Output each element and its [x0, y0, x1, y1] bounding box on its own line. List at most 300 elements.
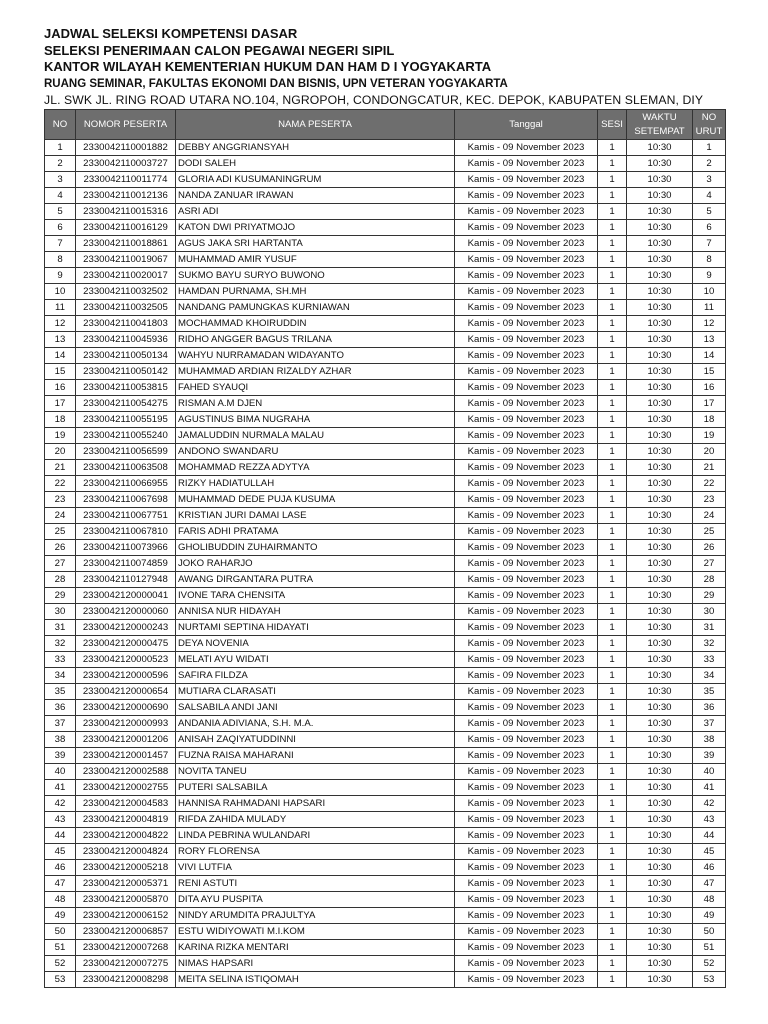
cell-no: 14	[45, 348, 76, 364]
cell-no: 50	[45, 924, 76, 940]
cell-no: 25	[45, 524, 76, 540]
cell-sesi: 1	[598, 508, 627, 524]
table-row	[45, 332, 726, 348]
cell-no: 45	[45, 844, 76, 860]
cell-no: 21	[45, 460, 76, 476]
cell-tanggal: Kamis - 09 November 2023	[455, 764, 598, 780]
cell-nomor-peserta: 2330042110067751	[76, 508, 176, 524]
cell-nomor-peserta: 2330042110041803	[76, 316, 176, 332]
cell-no-urut: 35	[693, 684, 726, 700]
cell-waktu: 10:30	[627, 284, 693, 300]
cell-nama-peserta: RISMAN A.M DJEN	[176, 396, 455, 412]
table-row	[45, 780, 726, 796]
cell-no: 41	[45, 780, 76, 796]
cell-no-urut: 46	[693, 860, 726, 876]
cell-no-urut: 12	[693, 316, 726, 332]
cell-tanggal: Kamis - 09 November 2023	[455, 236, 598, 252]
cell-no: 19	[45, 428, 76, 444]
cell-waktu: 10:30	[627, 220, 693, 236]
cell-waktu: 10:30	[627, 316, 693, 332]
cell-tanggal: Kamis - 09 November 2023	[455, 252, 598, 268]
cell-nama-peserta: SUKMO BAYU SURYO BUWONO	[176, 268, 455, 284]
cell-no-urut: 28	[693, 572, 726, 588]
cell-tanggal: Kamis - 09 November 2023	[455, 220, 598, 236]
cell-no-urut: 30	[693, 604, 726, 620]
cell-tanggal: Kamis - 09 November 2023	[455, 332, 598, 348]
cell-no: 47	[45, 876, 76, 892]
cell-waktu: 10:30	[627, 348, 693, 364]
cell-no-urut: 42	[693, 796, 726, 812]
cell-tanggal: Kamis - 09 November 2023	[455, 172, 598, 188]
cell-tanggal: Kamis - 09 November 2023	[455, 524, 598, 540]
cell-tanggal: Kamis - 09 November 2023	[455, 300, 598, 316]
cell-nama-peserta: HAMDAN PURNAMA, SH.MH	[176, 284, 455, 300]
cell-nomor-peserta: 2330042120000523	[76, 652, 176, 668]
table-row	[45, 716, 726, 732]
cell-nama-peserta: PUTERI SALSABILA	[176, 780, 455, 796]
cell-nama-peserta: MEITA SELINA ISTIQOMAH	[176, 972, 455, 988]
cell-waktu: 10:30	[627, 300, 693, 316]
cell-no: 35	[45, 684, 76, 700]
cell-tanggal: Kamis - 09 November 2023	[455, 620, 598, 636]
cell-waktu: 10:30	[627, 876, 693, 892]
cell-waktu: 10:30	[627, 636, 693, 652]
table-row	[45, 572, 726, 588]
cell-waktu: 10:30	[627, 908, 693, 924]
cell-tanggal: Kamis - 09 November 2023	[455, 476, 598, 492]
cell-no: 37	[45, 716, 76, 732]
cell-sesi: 1	[598, 348, 627, 364]
table-row	[45, 604, 726, 620]
cell-no: 38	[45, 732, 76, 748]
table-row	[45, 236, 726, 252]
cell-sesi: 1	[598, 396, 627, 412]
cell-no: 20	[45, 444, 76, 460]
cell-waktu: 10:30	[627, 780, 693, 796]
cell-sesi: 1	[598, 380, 627, 396]
cell-sesi: 1	[598, 204, 627, 220]
cell-nama-peserta: IVONE TARA CHENSITA	[176, 588, 455, 604]
cell-nomor-peserta: 2330042120000596	[76, 668, 176, 684]
cell-waktu: 10:30	[627, 492, 693, 508]
cell-no-urut: 20	[693, 444, 726, 460]
table-row	[45, 732, 726, 748]
cell-tanggal: Kamis - 09 November 2023	[455, 540, 598, 556]
cell-nomor-peserta: 2330042120004822	[76, 828, 176, 844]
table-row	[45, 748, 726, 764]
cell-no: 17	[45, 396, 76, 412]
cell-waktu: 10:30	[627, 476, 693, 492]
cell-tanggal: Kamis - 09 November 2023	[455, 188, 598, 204]
cell-nomor-peserta: 2330042120005870	[76, 892, 176, 908]
cell-waktu: 10:30	[627, 540, 693, 556]
cell-sesi: 1	[598, 140, 627, 156]
cell-no: 8	[45, 252, 76, 268]
cell-tanggal: Kamis - 09 November 2023	[455, 284, 598, 300]
cell-no: 53	[45, 972, 76, 988]
cell-no-urut: 27	[693, 556, 726, 572]
cell-sesi: 1	[598, 668, 627, 684]
cell-no: 12	[45, 316, 76, 332]
cell-sesi: 1	[598, 284, 627, 300]
cell-no-urut: 1	[693, 140, 726, 156]
cell-tanggal: Kamis - 09 November 2023	[455, 892, 598, 908]
cell-nomor-peserta: 2330042110056599	[76, 444, 176, 460]
cell-sesi: 1	[598, 732, 627, 748]
cell-no-urut: 49	[693, 908, 726, 924]
cell-nama-peserta: KRISTIAN JURI DAMAI LASE	[176, 508, 455, 524]
cell-nama-peserta: NOVITA TANEU	[176, 764, 455, 780]
cell-no-urut: 52	[693, 956, 726, 972]
cell-waktu: 10:30	[627, 396, 693, 412]
cell-nama-peserta: SALSABILA ANDI JANI	[176, 700, 455, 716]
table-row	[45, 316, 726, 332]
cell-nomor-peserta: 2330042110012136	[76, 188, 176, 204]
cell-nama-peserta: ASRI ADI	[176, 204, 455, 220]
cell-sesi: 1	[598, 972, 627, 988]
cell-nomor-peserta: 2330042120006152	[76, 908, 176, 924]
cell-nama-peserta: WAHYU NURRAMADAN WIDAYANTO	[176, 348, 455, 364]
table-row	[45, 300, 726, 316]
table-header-row	[45, 110, 726, 140]
cell-waktu: 10:30	[627, 652, 693, 668]
cell-sesi: 1	[598, 956, 627, 972]
cell-no: 28	[45, 572, 76, 588]
cell-no-urut: 36	[693, 700, 726, 716]
cell-no: 34	[45, 668, 76, 684]
cell-sesi: 1	[598, 892, 627, 908]
cell-tanggal: Kamis - 09 November 2023	[455, 588, 598, 604]
cell-nama-peserta: AWANG DIRGANTARA PUTRA	[176, 572, 455, 588]
table-row	[45, 876, 726, 892]
cell-tanggal: Kamis - 09 November 2023	[455, 796, 598, 812]
cell-nomor-peserta: 2330042120007268	[76, 940, 176, 956]
cell-tanggal: Kamis - 09 November 2023	[455, 140, 598, 156]
cell-no-urut: 22	[693, 476, 726, 492]
cell-sesi: 1	[598, 620, 627, 636]
cell-tanggal: Kamis - 09 November 2023	[455, 268, 598, 284]
cell-sesi: 1	[598, 252, 627, 268]
table-row	[45, 156, 726, 172]
cell-tanggal: Kamis - 09 November 2023	[455, 700, 598, 716]
cell-tanggal: Kamis - 09 November 2023	[455, 876, 598, 892]
cell-no-urut: 29	[693, 588, 726, 604]
cell-waktu: 10:30	[627, 860, 693, 876]
cell-no-urut: 24	[693, 508, 726, 524]
cell-sesi: 1	[598, 908, 627, 924]
table-row	[45, 764, 726, 780]
cell-no: 13	[45, 332, 76, 348]
cell-no: 6	[45, 220, 76, 236]
cell-no-urut: 33	[693, 652, 726, 668]
cell-nomor-peserta: 2330042110011774	[76, 172, 176, 188]
cell-nama-peserta: AGUSTINUS BIMA NUGRAHA	[176, 412, 455, 428]
cell-tanggal: Kamis - 09 November 2023	[455, 508, 598, 524]
cell-no: 24	[45, 508, 76, 524]
cell-nomor-peserta: 2330042120008298	[76, 972, 176, 988]
cell-nomor-peserta: 2330042120005371	[76, 876, 176, 892]
cell-nama-peserta: RIZKY HADIATULLAH	[176, 476, 455, 492]
cell-no-urut: 19	[693, 428, 726, 444]
cell-no-urut: 16	[693, 380, 726, 396]
cell-waktu: 10:30	[627, 428, 693, 444]
cell-waktu: 10:30	[627, 732, 693, 748]
cell-sesi: 1	[598, 588, 627, 604]
cell-waktu: 10:30	[627, 844, 693, 860]
cell-waktu: 10:30	[627, 764, 693, 780]
cell-nama-peserta: MUHAMMAD ARDIAN RIZALDY AZHAR	[176, 364, 455, 380]
col-header-no: NO	[45, 110, 76, 140]
cell-sesi: 1	[598, 156, 627, 172]
cell-waktu: 10:30	[627, 668, 693, 684]
cell-nomor-peserta: 2330042110019067	[76, 252, 176, 268]
table-row	[45, 396, 726, 412]
participant-table	[44, 109, 726, 988]
cell-nomor-peserta: 2330042120004824	[76, 844, 176, 860]
cell-nomor-peserta: 2330042120001457	[76, 748, 176, 764]
cell-nama-peserta: AGUS JAKA SRI HARTANTA	[176, 236, 455, 252]
cell-no: 42	[45, 796, 76, 812]
cell-nama-peserta: LINDA PEBRINA WULANDARI	[176, 828, 455, 844]
cell-tanggal: Kamis - 09 November 2023	[455, 908, 598, 924]
table-row	[45, 908, 726, 924]
cell-tanggal: Kamis - 09 November 2023	[455, 204, 598, 220]
cell-waktu: 10:30	[627, 700, 693, 716]
cell-no: 5	[45, 204, 76, 220]
cell-nomor-peserta: 2330042110018861	[76, 236, 176, 252]
table-row	[45, 540, 726, 556]
cell-nomor-peserta: 2330042110003727	[76, 156, 176, 172]
cell-nomor-peserta: 2330042110074859	[76, 556, 176, 572]
address-line: JL. SWK JL. RING ROAD UTARA NO.104, NGROPOH, CONDONGCATUR, KEC. DEPOK, KABUPATEN SLEMAN, DIY	[44, 92, 704, 107]
cell-waktu: 10:30	[627, 812, 693, 828]
cell-waktu: 10:30	[627, 268, 693, 284]
cell-nomor-peserta: 2330042110127948	[76, 572, 176, 588]
cell-sesi: 1	[598, 940, 627, 956]
cell-nama-peserta: SAFIRA FILDZA	[176, 668, 455, 684]
table-row	[45, 428, 726, 444]
cell-no-urut: 17	[693, 396, 726, 412]
cell-waktu: 10:30	[627, 796, 693, 812]
table-row	[45, 956, 726, 972]
cell-nomor-peserta: 2330042110032502	[76, 284, 176, 300]
cell-nama-peserta: RIDHO ANGGER BAGUS TRILANA	[176, 332, 455, 348]
cell-no: 31	[45, 620, 76, 636]
cell-tanggal: Kamis - 09 November 2023	[455, 716, 598, 732]
cell-tanggal: Kamis - 09 November 2023	[455, 444, 598, 460]
venue-line: RUANG SEMINAR, FAKULTAS EKONOMI DAN BISNIS, UPN VETERAN YOGYAKARTA	[44, 77, 508, 90]
cell-no-urut: 32	[693, 636, 726, 652]
cell-no: 3	[45, 172, 76, 188]
cell-sesi: 1	[598, 828, 627, 844]
cell-no-urut: 41	[693, 780, 726, 796]
table-row	[45, 476, 726, 492]
cell-no: 33	[45, 652, 76, 668]
cell-no: 36	[45, 700, 76, 716]
cell-sesi: 1	[598, 812, 627, 828]
cell-nomor-peserta: 2330042110001882	[76, 140, 176, 156]
cell-no-urut: 11	[693, 300, 726, 316]
table-row	[45, 556, 726, 572]
cell-nomor-peserta: 2330042110032505	[76, 300, 176, 316]
cell-sesi: 1	[598, 684, 627, 700]
cell-waktu: 10:30	[627, 620, 693, 636]
cell-no-urut: 50	[693, 924, 726, 940]
cell-no-urut: 9	[693, 268, 726, 284]
cell-nomor-peserta: 2330042110053815	[76, 380, 176, 396]
cell-tanggal: Kamis - 09 November 2023	[455, 556, 598, 572]
cell-no: 2	[45, 156, 76, 172]
cell-tanggal: Kamis - 09 November 2023	[455, 748, 598, 764]
table-row	[45, 172, 726, 188]
cell-no-urut: 44	[693, 828, 726, 844]
cell-tanggal: Kamis - 09 November 2023	[455, 956, 598, 972]
cell-no: 32	[45, 636, 76, 652]
cell-nama-peserta: ANDANIA ADIVIANA, S.H. M.A.	[176, 716, 455, 732]
cell-sesi: 1	[598, 188, 627, 204]
cell-waktu: 10:30	[627, 204, 693, 220]
cell-waktu: 10:30	[627, 364, 693, 380]
cell-sesi: 1	[598, 220, 627, 236]
cell-sesi: 1	[598, 780, 627, 796]
cell-no: 48	[45, 892, 76, 908]
cell-no: 49	[45, 908, 76, 924]
col-header-no-urut	[693, 110, 726, 140]
cell-nomor-peserta: 2330042110045936	[76, 332, 176, 348]
cell-tanggal: Kamis - 09 November 2023	[455, 636, 598, 652]
cell-nomor-peserta: 2330042120004819	[76, 812, 176, 828]
cell-sesi: 1	[598, 924, 627, 940]
cell-tanggal: Kamis - 09 November 2023	[455, 668, 598, 684]
cell-nama-peserta: HANNISA RAHMADANI HAPSARI	[176, 796, 455, 812]
cell-sesi: 1	[598, 268, 627, 284]
cell-no-urut: 40	[693, 764, 726, 780]
cell-nomor-peserta: 2330042120000475	[76, 636, 176, 652]
table-row	[45, 252, 726, 268]
cell-no: 46	[45, 860, 76, 876]
cell-nomor-peserta: 2330042120000243	[76, 620, 176, 636]
table-row	[45, 492, 726, 508]
cell-no: 9	[45, 268, 76, 284]
cell-no: 26	[45, 540, 76, 556]
cell-nama-peserta: MUTIARA CLARASATI	[176, 684, 455, 700]
cell-nama-peserta: MUHAMMAD DEDE PUJA KUSUMA	[176, 492, 455, 508]
cell-sesi: 1	[598, 300, 627, 316]
table-row	[45, 700, 726, 716]
cell-no: 23	[45, 492, 76, 508]
cell-tanggal: Kamis - 09 November 2023	[455, 156, 598, 172]
cell-nomor-peserta: 2330042120004583	[76, 796, 176, 812]
cell-nama-peserta: MOCHAMMAD KHOIRUDDIN	[176, 316, 455, 332]
cell-nama-peserta: MELATI AYU WIDATI	[176, 652, 455, 668]
table-row	[45, 620, 726, 636]
cell-no-urut: 37	[693, 716, 726, 732]
cell-no-urut: 7	[693, 236, 726, 252]
cell-nama-peserta: GHOLIBUDDIN ZUHAIRMANTO	[176, 540, 455, 556]
title-line-3: KANTOR WILAYAH KEMENTERIAN HUKUM DAN HAM D I YOGYAKARTA	[44, 59, 492, 74]
document-header	[44, 26, 744, 108]
cell-tanggal: Kamis - 09 November 2023	[455, 828, 598, 844]
table-row	[45, 444, 726, 460]
cell-nama-peserta: DITA AYU PUSPITA	[176, 892, 455, 908]
cell-nama-peserta: DODI SALEH	[176, 156, 455, 172]
table-row	[45, 188, 726, 204]
cell-sesi: 1	[598, 412, 627, 428]
cell-no: 52	[45, 956, 76, 972]
cell-no-urut: 34	[693, 668, 726, 684]
table-row	[45, 348, 726, 364]
table-row	[45, 972, 726, 988]
table-body	[45, 140, 726, 988]
cell-no: 44	[45, 828, 76, 844]
cell-no-urut: 18	[693, 412, 726, 428]
cell-nama-peserta: FARIS ADHI PRATAMA	[176, 524, 455, 540]
cell-nomor-peserta: 2330042110054275	[76, 396, 176, 412]
cell-tanggal: Kamis - 09 November 2023	[455, 940, 598, 956]
cell-waktu: 10:30	[627, 716, 693, 732]
cell-tanggal: Kamis - 09 November 2023	[455, 380, 598, 396]
cell-waktu: 10:30	[627, 380, 693, 396]
cell-nama-peserta: RORY FLORENSA	[176, 844, 455, 860]
cell-tanggal: Kamis - 09 November 2023	[455, 412, 598, 428]
cell-no-urut: 6	[693, 220, 726, 236]
cell-tanggal: Kamis - 09 November 2023	[455, 860, 598, 876]
cell-no-urut: 25	[693, 524, 726, 540]
cell-tanggal: Kamis - 09 November 2023	[455, 348, 598, 364]
cell-nomor-peserta: 2330042110016129	[76, 220, 176, 236]
cell-sesi: 1	[598, 636, 627, 652]
table-row	[45, 380, 726, 396]
cell-nomor-peserta: 2330042120000060	[76, 604, 176, 620]
cell-nama-peserta: RIFDA ZAHIDA MULADY	[176, 812, 455, 828]
cell-tanggal: Kamis - 09 November 2023	[455, 604, 598, 620]
cell-nomor-peserta: 2330042110015316	[76, 204, 176, 220]
cell-waktu: 10:30	[627, 444, 693, 460]
cell-no: 10	[45, 284, 76, 300]
table-row	[45, 220, 726, 236]
cell-tanggal: Kamis - 09 November 2023	[455, 684, 598, 700]
cell-no: 40	[45, 764, 76, 780]
cell-nomor-peserta: 2330042110073966	[76, 540, 176, 556]
cell-sesi: 1	[598, 860, 627, 876]
cell-no-urut: 2	[693, 156, 726, 172]
cell-no: 15	[45, 364, 76, 380]
cell-nomor-peserta: 2330042110066955	[76, 476, 176, 492]
cell-no: 18	[45, 412, 76, 428]
cell-no-urut: 23	[693, 492, 726, 508]
cell-nama-peserta: JOKO RAHARJO	[176, 556, 455, 572]
cell-nama-peserta: NANDA ZANUAR IRAWAN	[176, 188, 455, 204]
cell-tanggal: Kamis - 09 November 2023	[455, 972, 598, 988]
cell-waktu: 10:30	[627, 524, 693, 540]
col-header-sesi: SESI	[598, 110, 627, 140]
col-header-nama-peserta: NAMA PESERTA	[176, 110, 455, 140]
cell-no-urut: 45	[693, 844, 726, 860]
title-line-2: SELEKSI PENERIMAAN CALON PEGAWAI NEGERI SIPIL	[44, 42, 395, 58]
cell-tanggal: Kamis - 09 November 2023	[455, 732, 598, 748]
cell-nomor-peserta: 2330042110020017	[76, 268, 176, 284]
cell-sesi: 1	[598, 748, 627, 764]
cell-nama-peserta: KATON DWI PRIYATMOJO	[176, 220, 455, 236]
cell-sesi: 1	[598, 524, 627, 540]
cell-nama-peserta: FAHED SYAUQI	[176, 380, 455, 396]
cell-nomor-peserta: 2330042120001206	[76, 732, 176, 748]
cell-waktu: 10:30	[627, 188, 693, 204]
cell-sesi: 1	[598, 476, 627, 492]
cell-no-urut: 48	[693, 892, 726, 908]
cell-waktu: 10:30	[627, 332, 693, 348]
title-line-1: JADWAL SELEKSI KOMPETENSI DASAR	[44, 26, 298, 41]
